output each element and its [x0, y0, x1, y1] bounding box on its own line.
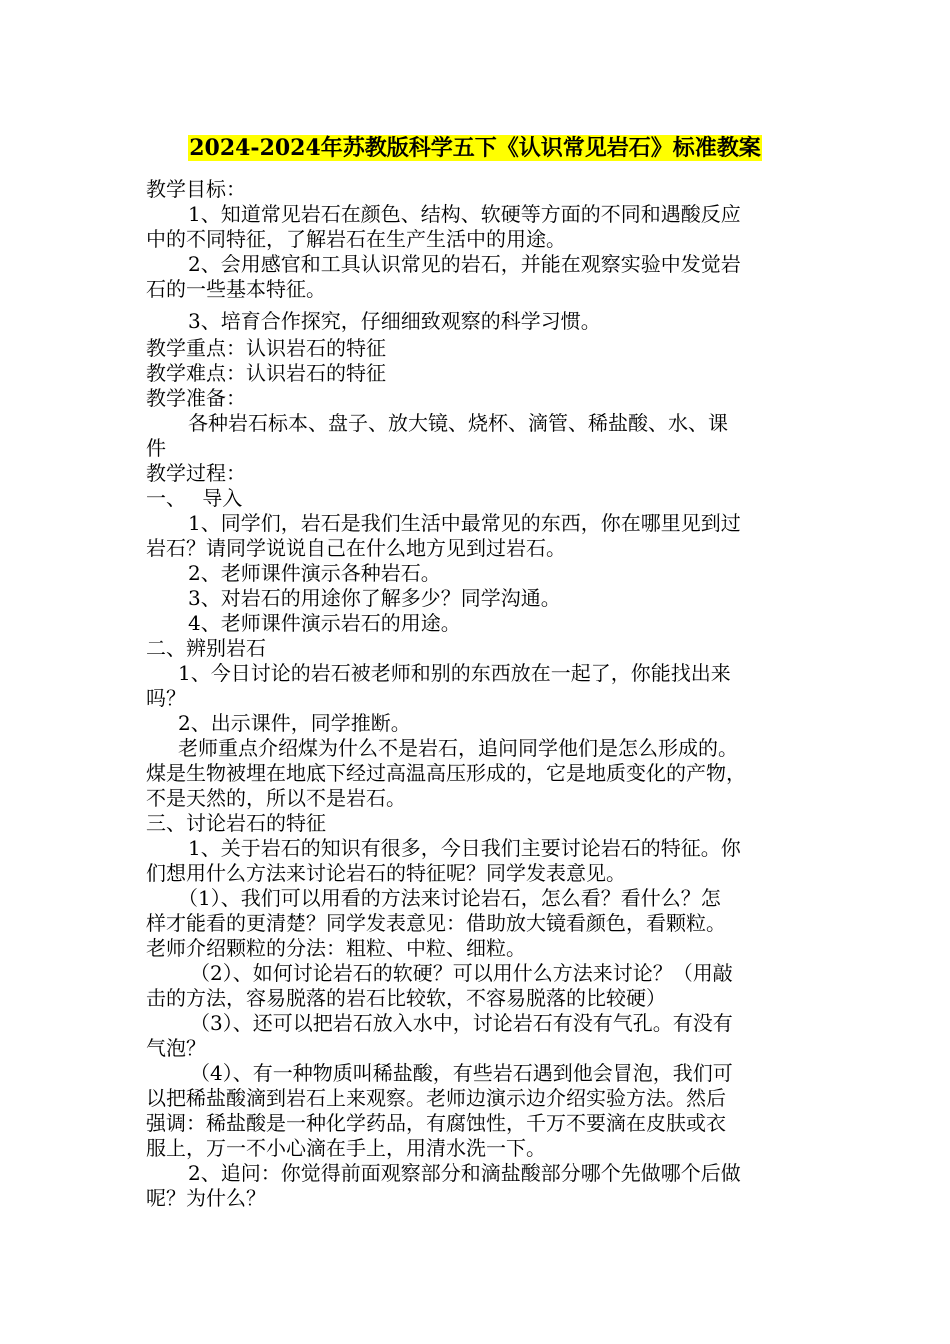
text-line: 服上，万一不小心滴在手上，用清水洗一下。: [146, 1136, 546, 1160]
document-title: [0, 134, 950, 162]
text-line: 三、讨论岩石的特征: [146, 811, 326, 835]
text-line: （2）、如何讨论岩石的软硬？可以用什么方法来讨论？（用敲: [190, 961, 733, 985]
text-line: （1）、我们可以用看的方法来讨论岩石，怎么看？看什么？怎: [178, 886, 721, 910]
text-line: 2、会用感官和工具认识常见的岩石，并能在观察实验中发觉岩: [188, 252, 741, 276]
text-line: 一、 导入: [146, 486, 243, 510]
text-line: 各种岩石标本、盘子、放大镜、烧杯、滴管、稀盐酸、水、课: [188, 411, 728, 435]
text-line: 样才能看的更清楚？同学发表意见：借助放大镜看颜色，看颗粒。: [146, 911, 726, 935]
text-line: 吗？: [146, 686, 186, 710]
text-line: 煤是生物被埋在地底下经过高温高压形成的，它是地质变化的产物，: [146, 761, 746, 785]
text-line: 教学目标：: [146, 177, 246, 201]
text-line: 2、老师课件演示各种岩石。: [188, 561, 441, 585]
text-line: 4、老师课件演示岩石的用途。: [188, 611, 461, 635]
text-line: 呢？为什么？: [146, 1186, 266, 1210]
text-line: 石的一些基本特征。: [146, 277, 326, 301]
text-line: 岩石？请同学说说自己在什么地方见到过岩石。: [146, 536, 566, 560]
text-line: 教学难点：认识岩石的特征: [146, 361, 386, 385]
text-line: 气泡？: [146, 1036, 206, 1060]
text-line: 件: [146, 436, 166, 460]
text-line: 教学准备：: [146, 386, 246, 410]
text-line: 老师介绍颗粒的分法：粗粒、中粒、细粒。: [146, 936, 526, 960]
text-line: 1、同学们，岩石是我们生活中最常见的东西，你在哪里见到过: [188, 511, 741, 535]
text-line: （3）、还可以把岩石放入水中，讨论岩石有没有气孔。有没有: [190, 1011, 733, 1035]
text-line: 3、对岩石的用途你了解多少？同学沟通。: [188, 586, 561, 610]
text-line: 们想用什么方法来讨论岩石的特征呢？同学发表意见。: [146, 861, 626, 885]
text-line: 击的方法，容易脱落的岩石比较软，不容易脱落的比较硬）: [146, 986, 666, 1010]
text-line: 不是天然的，所以不是岩石。: [146, 786, 406, 810]
text-line: 强调：稀盐酸是一种化学药品，有腐蚀性，千万不要滴在皮肤或衣: [146, 1111, 726, 1135]
text-line: 1、关于岩石的知识有很多，今日我们主要讨论岩石的特征。你: [188, 836, 741, 860]
text-line: 2、出示课件，同学推断。: [178, 711, 411, 735]
text-line: 教学过程：: [146, 461, 246, 485]
text-line: 二、辨别岩石: [146, 636, 266, 660]
text-line: 中的不同特征，了解岩石在生产生活中的用途。: [146, 227, 566, 251]
text-line: （4）、有一种物质叫稀盐酸，有些岩石遇到他会冒泡，我们可: [190, 1061, 733, 1085]
text-line: 3、培育合作探究，仔细细致观察的科学习惯。: [188, 309, 601, 333]
text-line: 老师重点介绍煤为什么不是岩石，追问同学他们是怎么形成的。: [178, 736, 738, 760]
text-line: 以把稀盐酸滴到岩石上来观察。老师边演示边介绍实验方法。然后: [146, 1086, 726, 1110]
text-line: 2、追问：你觉得前面观察部分和滴盐酸部分哪个先做哪个后做: [188, 1161, 741, 1185]
title-text: 2024-2024年苏教版科学五下《认识常见岩石》标准教案: [189, 135, 761, 161]
text-line: 1、今日讨论的岩石被老师和别的东西放在一起了，你能找出来: [178, 661, 731, 685]
text-line: 1、知道常见岩石在颜色、结构、软硬等方面的不同和遇酸反应: [188, 202, 741, 226]
text-line: 教学重点：认识岩石的特征: [146, 336, 386, 360]
